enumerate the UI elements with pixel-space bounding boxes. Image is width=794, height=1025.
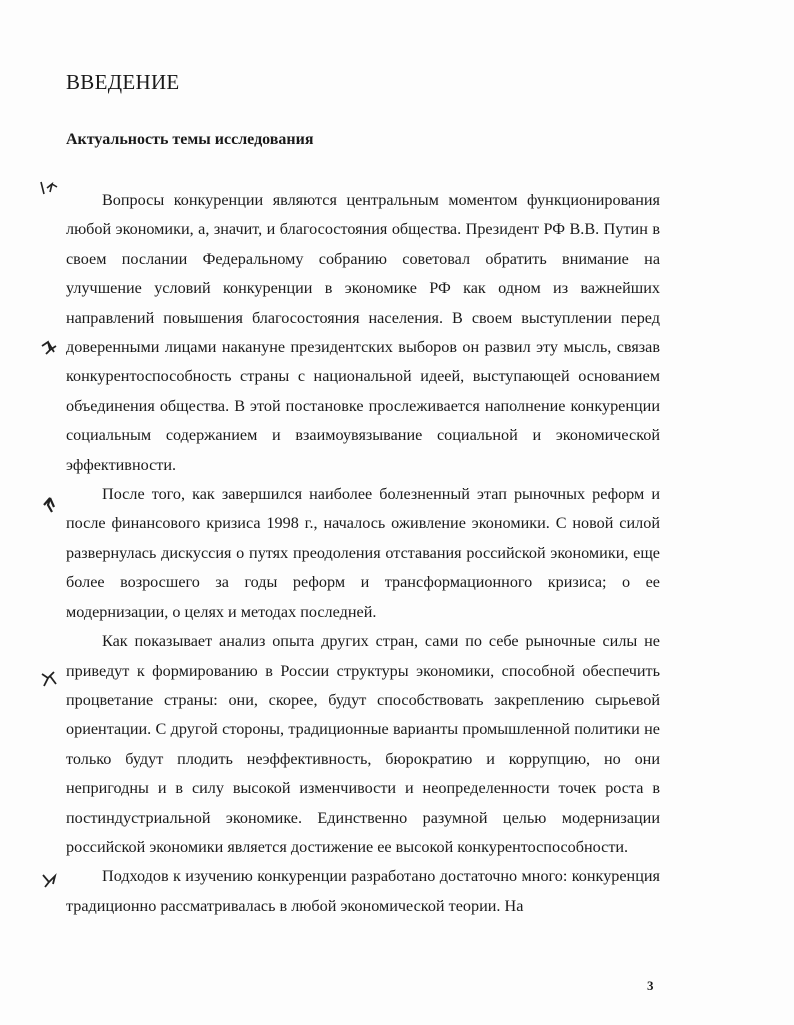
margin-mark-icon bbox=[38, 870, 60, 890]
paragraph: Вопросы конкуренции являются центральным моментом функционирования любой экономики, а, значит, и благосостояния общества. Президент РФ В.В. Путин в своем послании Федеральному собранию советовал обратить внимание на улучшение условий конкуренции в экономике РФ как одном из важнейших направлений повышения благосостояния населения. В своем выступлении перед доверенными лицами накануне президентских выборов он развил эту мысль, связав конкурентоспособность страны с национальной идеей, выступающей основанием объединения общества. В этой постановке прослеживается наполнение конкуренции социальным содержанием и взаимоувязывание социальной и экономической эффективности. bbox=[66, 191, 660, 474]
paragraph: После того, как завершился наиболее болезненный этап рыночных реформ и после финансового кризиса 1998 г., началось оживление экономики. С новой силой развернулась дискуссия о путях преодоления отставания российской экономики, еще более возросшего за годы реформ и трансформационного кризиса; о ее модернизации, о целях и методах последней. bbox=[66, 485, 660, 621]
body-text bbox=[66, 186, 660, 921]
margin-mark-icon bbox=[38, 495, 60, 515]
section-heading: ВВЕДЕНИЕ bbox=[66, 70, 180, 94]
paragraph: Подходов к изучению конкуренции разработано достаточно много: конкуренция традиционно рассматривалась в любой экономической теории. На bbox=[66, 867, 660, 915]
margin-mark-icon bbox=[38, 338, 60, 358]
paragraph: Как показывает анализ опыта других стран, сами по себе рыночные силы не приведут к формированию в России структуры экономики, способной обеспечить процветание страны: они, скорее, будут способствовать закреплению сырьевой ориентации. С другой стороны, традиционные варианты промышленной политики не только будут плодить неэффективность, бюрократию и коррупцию, но они непригодны и в силу высокой изменчивости и неопределенности точек роста в постиндустриальной экономике. Единственно разумной целью модернизации российской экономики является достижение ее высокой конкурентоспособности. bbox=[66, 632, 660, 856]
page-number: 3 bbox=[647, 978, 654, 993]
margin-mark-icon bbox=[38, 668, 60, 688]
subsection-heading: Актуальность темы исследования bbox=[66, 131, 314, 148]
margin-mark-icon bbox=[38, 178, 60, 198]
